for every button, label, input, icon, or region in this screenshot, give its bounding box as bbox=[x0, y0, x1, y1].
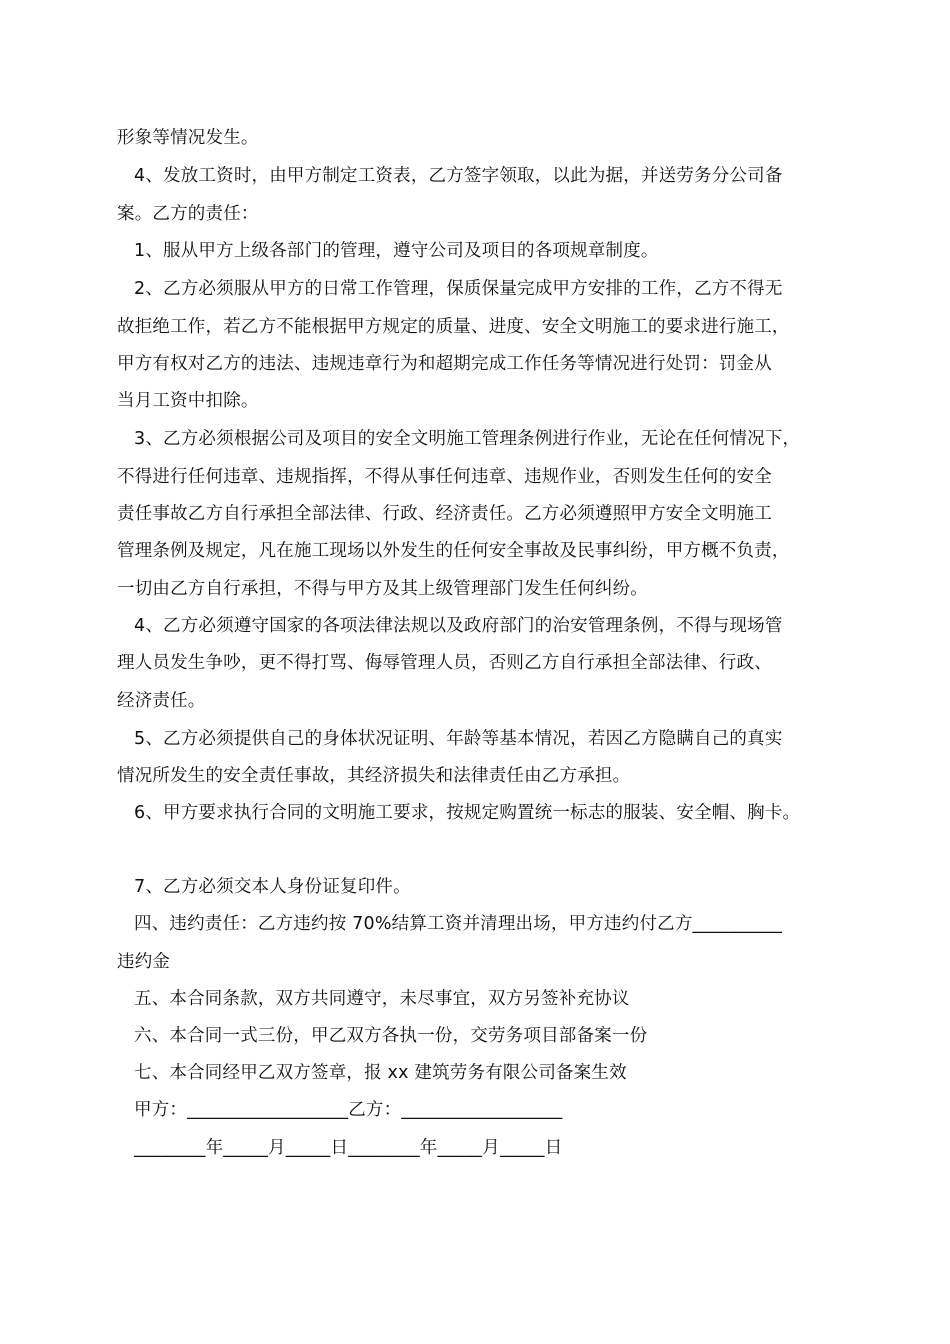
text-line: 2、乙方必须服从甲方的日常工作管理，保质保量完成甲方安排的工作，乙方不得无 bbox=[134, 279, 783, 299]
signature-line: 甲方：__________________乙方：__________________ bbox=[134, 1100, 563, 1120]
text-line: 五、本合同条款，双方共同遵守，未尽事宜，双方另签补充协议 bbox=[134, 989, 630, 1009]
text-line: 3、乙方必须根据公司及项目的安全文明施工管理条例进行作业，无论在任何情况下， bbox=[134, 429, 801, 449]
text-line: 当月工资中扣除。 bbox=[117, 391, 259, 411]
text-line: 管理条例及规定，凡在施工现场以外发生的任何安全事故及民事纠纷，甲方概不负责， bbox=[117, 541, 790, 561]
text-line: 案。乙方的责任： bbox=[117, 204, 259, 224]
text-line: 形象等情况发生。 bbox=[117, 128, 259, 148]
text-line: 经济责任。 bbox=[117, 691, 206, 711]
text-line: 6、甲方要求执行合同的文明施工要求，按规定购置统一标志的服装、安全帽、胸卡。 bbox=[134, 803, 801, 823]
text-line: 一切由乙方自行承担，不得与甲方及其上级管理部门发生任何纠纷。 bbox=[117, 579, 648, 599]
text-line: 理人员发生争吵，更不得打骂、侮辱管理人员，否则乙方自行承担全部法律、行政、 bbox=[117, 653, 772, 673]
text-line: 情况所发生的安全责任事故，其经济损失和法律责任由乙方承担。 bbox=[117, 766, 631, 786]
text-line: 4、发放工资时，由甲方制定工资表，乙方签字领取，以此为据，并送劳务分公司备 bbox=[134, 166, 783, 186]
text-line: 违约金 bbox=[117, 952, 171, 972]
text-line: 5、乙方必须提供自己的身体状况证明、年龄等基本情况，若因乙方隐瞒自己的真实 bbox=[134, 729, 783, 749]
date-line: ________年_____月_____日________年_____月_____日 bbox=[134, 1138, 563, 1158]
text-line: 六、本合同一式三份，甲乙双方各执一份，交劳务项目部备案一份 bbox=[134, 1026, 648, 1046]
text-line: 四、违约责任：乙方违约按 70%结算工资并清理出场，甲方违约付乙方__________ bbox=[134, 914, 783, 934]
text-line: 故拒绝工作，若乙方不能根据甲方规定的质量、进度、安全文明施工的要求进行施工， bbox=[117, 317, 790, 337]
text-line: 不得进行任何违章、违规指挥，不得从事任何违章、违规作业，否则发生任何的安全 bbox=[117, 467, 772, 487]
text-line: 甲方有权对乙方的违法、违规违章行为和超期完成工作任务等情况进行处罚：罚金从 bbox=[117, 354, 772, 374]
text-line: 4、乙方必须遵守国家的各项法律法规以及政府部门的治安管理条例，不得与现场管 bbox=[134, 616, 783, 636]
text-line: 7、乙方必须交本人身份证复印件。 bbox=[134, 877, 411, 897]
text-line: 七、本合同经甲乙双方签章，报 xx 建筑劳务有限公司备案生效 bbox=[134, 1063, 627, 1083]
text-line: 1、服从甲方上级各部门的管理，遵守公司及项目的各项规章制度。 bbox=[134, 241, 659, 261]
text-line: 责任事故乙方自行承担全部法律、行政、经济责任。乙方必须遵照甲方安全文明施工 bbox=[117, 504, 772, 524]
